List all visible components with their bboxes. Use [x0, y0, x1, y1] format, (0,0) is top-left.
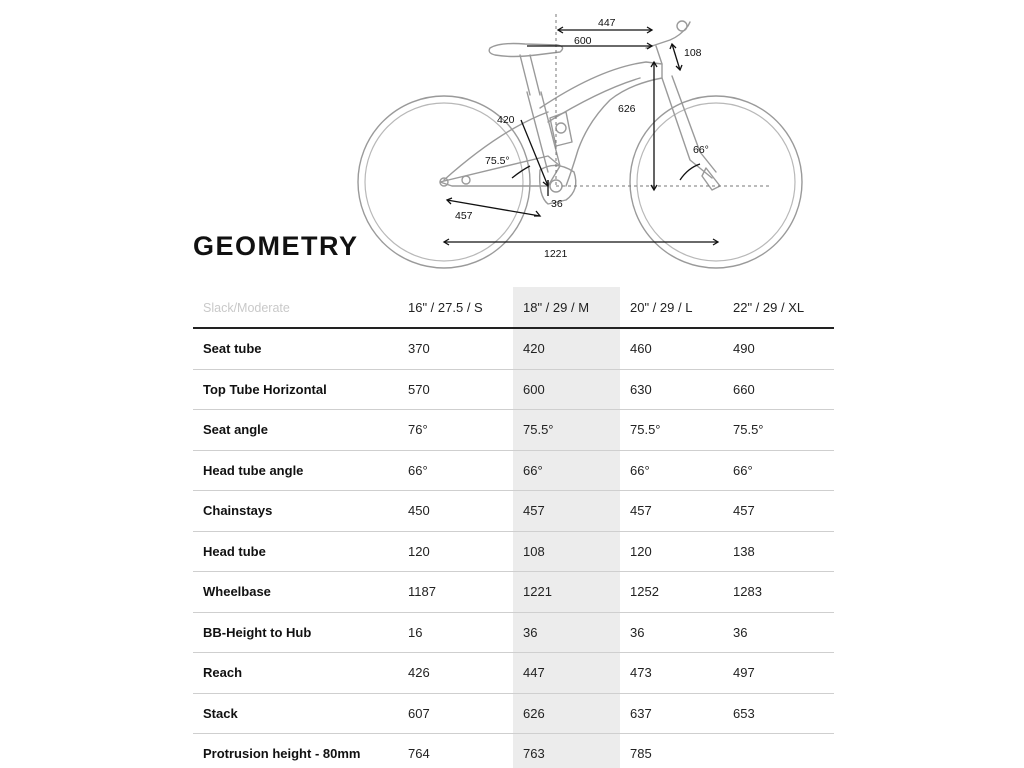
- row-label: BB-Height to Hub: [193, 612, 398, 653]
- top-tube-label: 600: [574, 35, 592, 47]
- cell-l: 66°: [620, 450, 723, 491]
- bb-drop-label: 36: [551, 198, 563, 210]
- cell-l: 120: [620, 531, 723, 572]
- head-tube-label: 108: [684, 47, 702, 59]
- row-label: Head tube angle: [193, 450, 398, 491]
- cell-s: 16: [398, 612, 513, 653]
- geometry-preset-label: Slack/Moderate: [193, 287, 398, 328]
- table-row: [193, 491, 834, 532]
- cell-xl: 497: [723, 653, 834, 694]
- cell-m: 457: [513, 491, 620, 532]
- cell-m: 36: [513, 612, 620, 653]
- table-row: [193, 612, 834, 653]
- table-row: [193, 572, 834, 613]
- row-label: Wheelbase: [193, 572, 398, 613]
- cell-l: 1252: [620, 572, 723, 613]
- row-label: Seat angle: [193, 410, 398, 451]
- reach-label: 447: [598, 17, 616, 29]
- cell-m: 763: [523, 746, 545, 762]
- wheelbase-label: 1221: [544, 248, 568, 260]
- cell-s: 120: [398, 531, 513, 572]
- cell-xl: 660: [723, 369, 834, 410]
- cell-m: 420: [513, 328, 620, 369]
- cell-s: 66°: [398, 450, 513, 491]
- row-label: Reach: [193, 653, 398, 694]
- cell-m: 626: [513, 693, 620, 734]
- cell-xl: 490: [723, 328, 834, 369]
- cell-m: 600: [513, 369, 620, 410]
- cell-m: 447: [513, 653, 620, 694]
- row-label: Stack: [193, 693, 398, 734]
- row-label: Head tube: [193, 531, 398, 572]
- bike-geometry-diagram: [350, 8, 810, 270]
- cell-l: 460: [620, 328, 723, 369]
- cell-s: 370: [398, 328, 513, 369]
- cell-xl: 75.5°: [723, 410, 834, 451]
- table-row: [193, 369, 834, 410]
- chainstay-label: 457: [455, 210, 473, 222]
- table-row: [193, 328, 834, 369]
- row-label: Seat tube: [193, 328, 398, 369]
- cell-xl: 457: [723, 491, 834, 532]
- page-title: GEOMETRY: [193, 231, 359, 261]
- seat-tube-label: 420: [497, 114, 515, 126]
- cell-s: 426: [398, 653, 513, 694]
- cell-m: 1221: [513, 572, 620, 613]
- row-label: Protrusion height - 80mm: [203, 746, 361, 762]
- cell-m: 108: [513, 531, 620, 572]
- cell-s: 764: [408, 746, 430, 762]
- table-row: [193, 734, 834, 768]
- table-header-row: [193, 287, 834, 328]
- seat-angle-label: 75.5°: [485, 155, 510, 167]
- size-header-m: 18" / 29 / M: [513, 287, 620, 328]
- size-header-s: 16" / 27.5 / S: [398, 287, 513, 328]
- cell-l: 473: [620, 653, 723, 694]
- size-header-l: 20" / 29 / L: [620, 287, 723, 328]
- cell-xl: 653: [723, 693, 834, 734]
- geometry-table: [193, 287, 834, 768]
- cell-xl: 138: [723, 531, 834, 572]
- cell-m: 75.5°: [513, 410, 620, 451]
- geometry-table-container: [193, 287, 834, 768]
- cell-xl: 36: [723, 612, 834, 653]
- cell-m: 66°: [513, 450, 620, 491]
- cell-l: 75.5°: [620, 410, 723, 451]
- cell-s: 450: [398, 491, 513, 532]
- table-row: [193, 653, 834, 694]
- cell-s: 607: [398, 693, 513, 734]
- table-row: [193, 531, 834, 572]
- cell-l: 637: [620, 693, 723, 734]
- geometry-table-body: [193, 328, 834, 768]
- cell-l: 785: [630, 746, 652, 762]
- cell-s: 1187: [398, 572, 513, 613]
- cell-l: 630: [620, 369, 723, 410]
- cell-l: 457: [620, 491, 723, 532]
- row-label: Chainstays: [193, 491, 398, 532]
- cell-xl: 66°: [723, 450, 834, 491]
- dimension-lines: [444, 14, 770, 245]
- cell-xl: 1283: [723, 572, 834, 613]
- row-label: Top Tube Horizontal: [193, 369, 398, 410]
- dimension-labels: [455, 17, 709, 260]
- cell-xl: [723, 734, 834, 768]
- cell-s: 570: [398, 369, 513, 410]
- table-row: [193, 410, 834, 451]
- cell-s: 76°: [398, 410, 513, 451]
- stack-label: 626: [618, 103, 636, 115]
- cell-l: 36: [620, 612, 723, 653]
- table-row: [193, 450, 834, 491]
- size-header-xl: 22" / 29 / XL: [723, 287, 834, 328]
- table-row: [193, 693, 834, 734]
- head-angle-label: 66°: [693, 144, 709, 156]
